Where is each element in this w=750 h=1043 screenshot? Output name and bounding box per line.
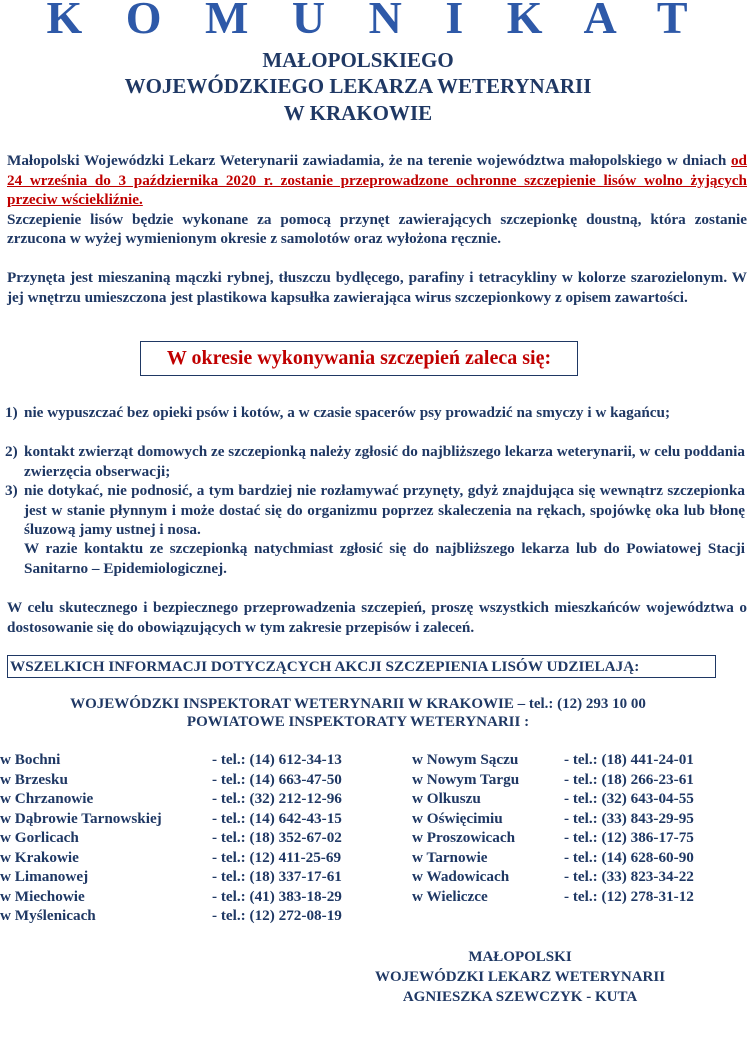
subtitle-line-1: MAŁOPOLSKIEGO [262,48,454,72]
signature-name: AGNIESZKA SZEWCZYK - KUTA [402,989,638,1005]
office-row [412,770,694,790]
contact-note-text: W razie kontaktu ze szczepionką natychmiast zgłosić się do najbliższego lekarza lub do Powiatowej Stacji Sanitarno – Epidemiologicznej. [24,540,745,577]
office-place: w Proszowicach [412,829,516,846]
office-row [0,770,342,790]
main-office-line: WOJEWÓDZKI INSPEKTORAT WETERYNARII W KRAKOWIE – tel.: (12) 293 10 00 [70,696,646,712]
district-offices-header: POWIATOWE INSPEKTORATY WETERYNARII : [186,714,530,730]
recommendation-item-2 [5,442,745,481]
office-phone: - tel.: (18) 337-17-61 [212,868,342,885]
office-row [0,906,342,926]
office-place: w Dąbrowie Tarnowskiej [0,809,162,827]
office-row [0,887,342,907]
office-place: w Krakowie [0,848,79,866]
office-phone: - tel.: (14) 628-60-90 [564,848,694,866]
office-place: w Myślenicach [0,907,96,924]
office-row [412,750,694,770]
office-row [0,750,342,770]
office-place: w Chrzanowie [0,790,94,807]
item-number: 3) [5,482,18,499]
office-place: w Nowym Sączu [412,751,519,768]
office-place: w Tarnowie [412,848,488,866]
signature-line-1: MAŁOPOLSKI [468,949,572,965]
appeal-paragraph: W celu skutecznego i bezpiecznego przeprowadzenia szczepień, proszę wszystkich mieszkańców województwa o dostosowanie się do obowiązujących w tym zakresie przepisów i zaleceń. [7,599,747,636]
bait-paragraph: Przynęta jest mieszaniną mączki rybnej, tłuszczu bydlęcego, parafiny i tetracykliny w kolorze szarozielonym. W jej wnętrzu umieszczona jest plastikowa kapsułka zawierająca wirus szczepionkowy z opisem zawartości. [7,269,747,306]
office-row [412,828,694,848]
office-phone: - tel.: (12) 411-25-69 [212,848,342,866]
office-phone: - tel.: (41) 383-18-29 [212,887,342,905]
office-phone: - tel.: (12) 386-17-75 [564,829,694,846]
office-phone: - tel.: (32) 212-12-96 [212,790,342,807]
office-place: w Oświęcimiu [412,809,503,827]
office-phone: - tel.: (12) 278-31-12 [564,887,694,905]
office-row [412,887,694,907]
office-row [412,867,694,887]
item-number: 2) [5,443,18,460]
recommendation-item-3 [5,481,745,540]
office-phone: - tel.: (32) 643-04-55 [564,790,694,807]
office-phone: - tel.: (33) 823-34-22 [564,868,694,885]
intro-paragraph [7,151,747,249]
subtitle-line-3: W KRAKOWIE [283,101,433,125]
signature-line-2: WOJEWÓDZKI LEKARZ WETERYNARII [374,969,666,985]
office-phone: - tel.: (18) 352-67-02 [212,829,342,846]
office-place: w Limanowej [0,868,89,885]
document-title: K O M U N I K A T [46,0,704,43]
office-row [0,809,342,829]
office-phone: - tel.: (14) 612-34-13 [212,751,342,768]
item-text: kontakt zwierząt domowych ze szczepionką należy zgłosić do najbliższego lekarza weterynarii, w celu poddania zwierzęcia obserwacji; [24,443,745,480]
office-row [412,789,694,809]
intro-text: Małopolski Wojewódzki Lekarz Weterynarii zawiadamia, że na terenie województwa małopolskiego w dniach [7,152,731,169]
office-row [0,828,342,848]
intro-method-text: Szczepienie lisów będzie wykonane za pomocą przynęt zawierających szczepionkę doustną, która zostanie zrzucona w wyżej wymienionym okresie z samolotów oraz wyłożona ręcznie. [7,210,747,247]
recommendation-item-1 [5,403,745,423]
vaccination-dates-highlight: od 24 września do 3 października 2020 r. zostanie przeprowadzone ochronne szczepienie lisów wolno żyjących przeciw wściekliźnie. [7,152,747,208]
office-row [0,848,342,868]
office-phone: - tel.: (33) 843-29-95 [564,809,694,827]
office-place: w Nowym Targu [412,770,520,788]
item-text: nie dotykać, nie podnosić, a tym bardziej nie rozłamywać przynęty, gdyż znajdująca się wewnątrz szczepionka jest w stanie płynnym i może dostać się do organizmu poprzez skaleczenia na rękach, spojówkę oka lub błonę śluzową jamy ustnej i nosa. [24,482,745,538]
subtitle-line-2: WOJEWÓDZKIEGO LEKARZA WETERYNARII [124,74,592,98]
office-row [0,789,342,809]
office-place: w Gorlicach [0,829,79,846]
office-place: w Bochni [0,751,61,768]
item-number: 1) [5,404,18,421]
info-header: WSZELKICH INFORMACJI DOTYCZĄCYCH AKCJI SZCZEPIENIA LISÓW UDZIELAJĄ: [7,655,716,678]
office-place: w Wadowicach [412,868,510,885]
office-phone: - tel.: (14) 642-43-15 [212,809,342,827]
office-row [0,867,342,887]
item-text: nie wypuszczać bez opieki psów i kotów, a w czasie spacerów psy prowadzić na smyczy i w kagańcu; [24,404,671,421]
office-phone: - tel.: (14) 663-47-50 [212,770,342,788]
contact-note [5,539,745,578]
office-place: w Brzesku [0,770,68,788]
office-row [412,809,694,829]
office-place: w Miechowie [0,887,85,905]
office-phone: - tel.: (18) 441-24-01 [564,751,694,768]
office-phone: - tel.: (18) 266-23-61 [564,770,694,788]
recommendation-heading: W okresie wykonywania szczepień zaleca się: [140,341,578,376]
office-phone: - tel.: (12) 272-08-19 [212,907,342,924]
office-row [412,848,694,868]
office-place: w Wieliczce [412,887,488,905]
office-place: w Olkuszu [412,790,481,807]
